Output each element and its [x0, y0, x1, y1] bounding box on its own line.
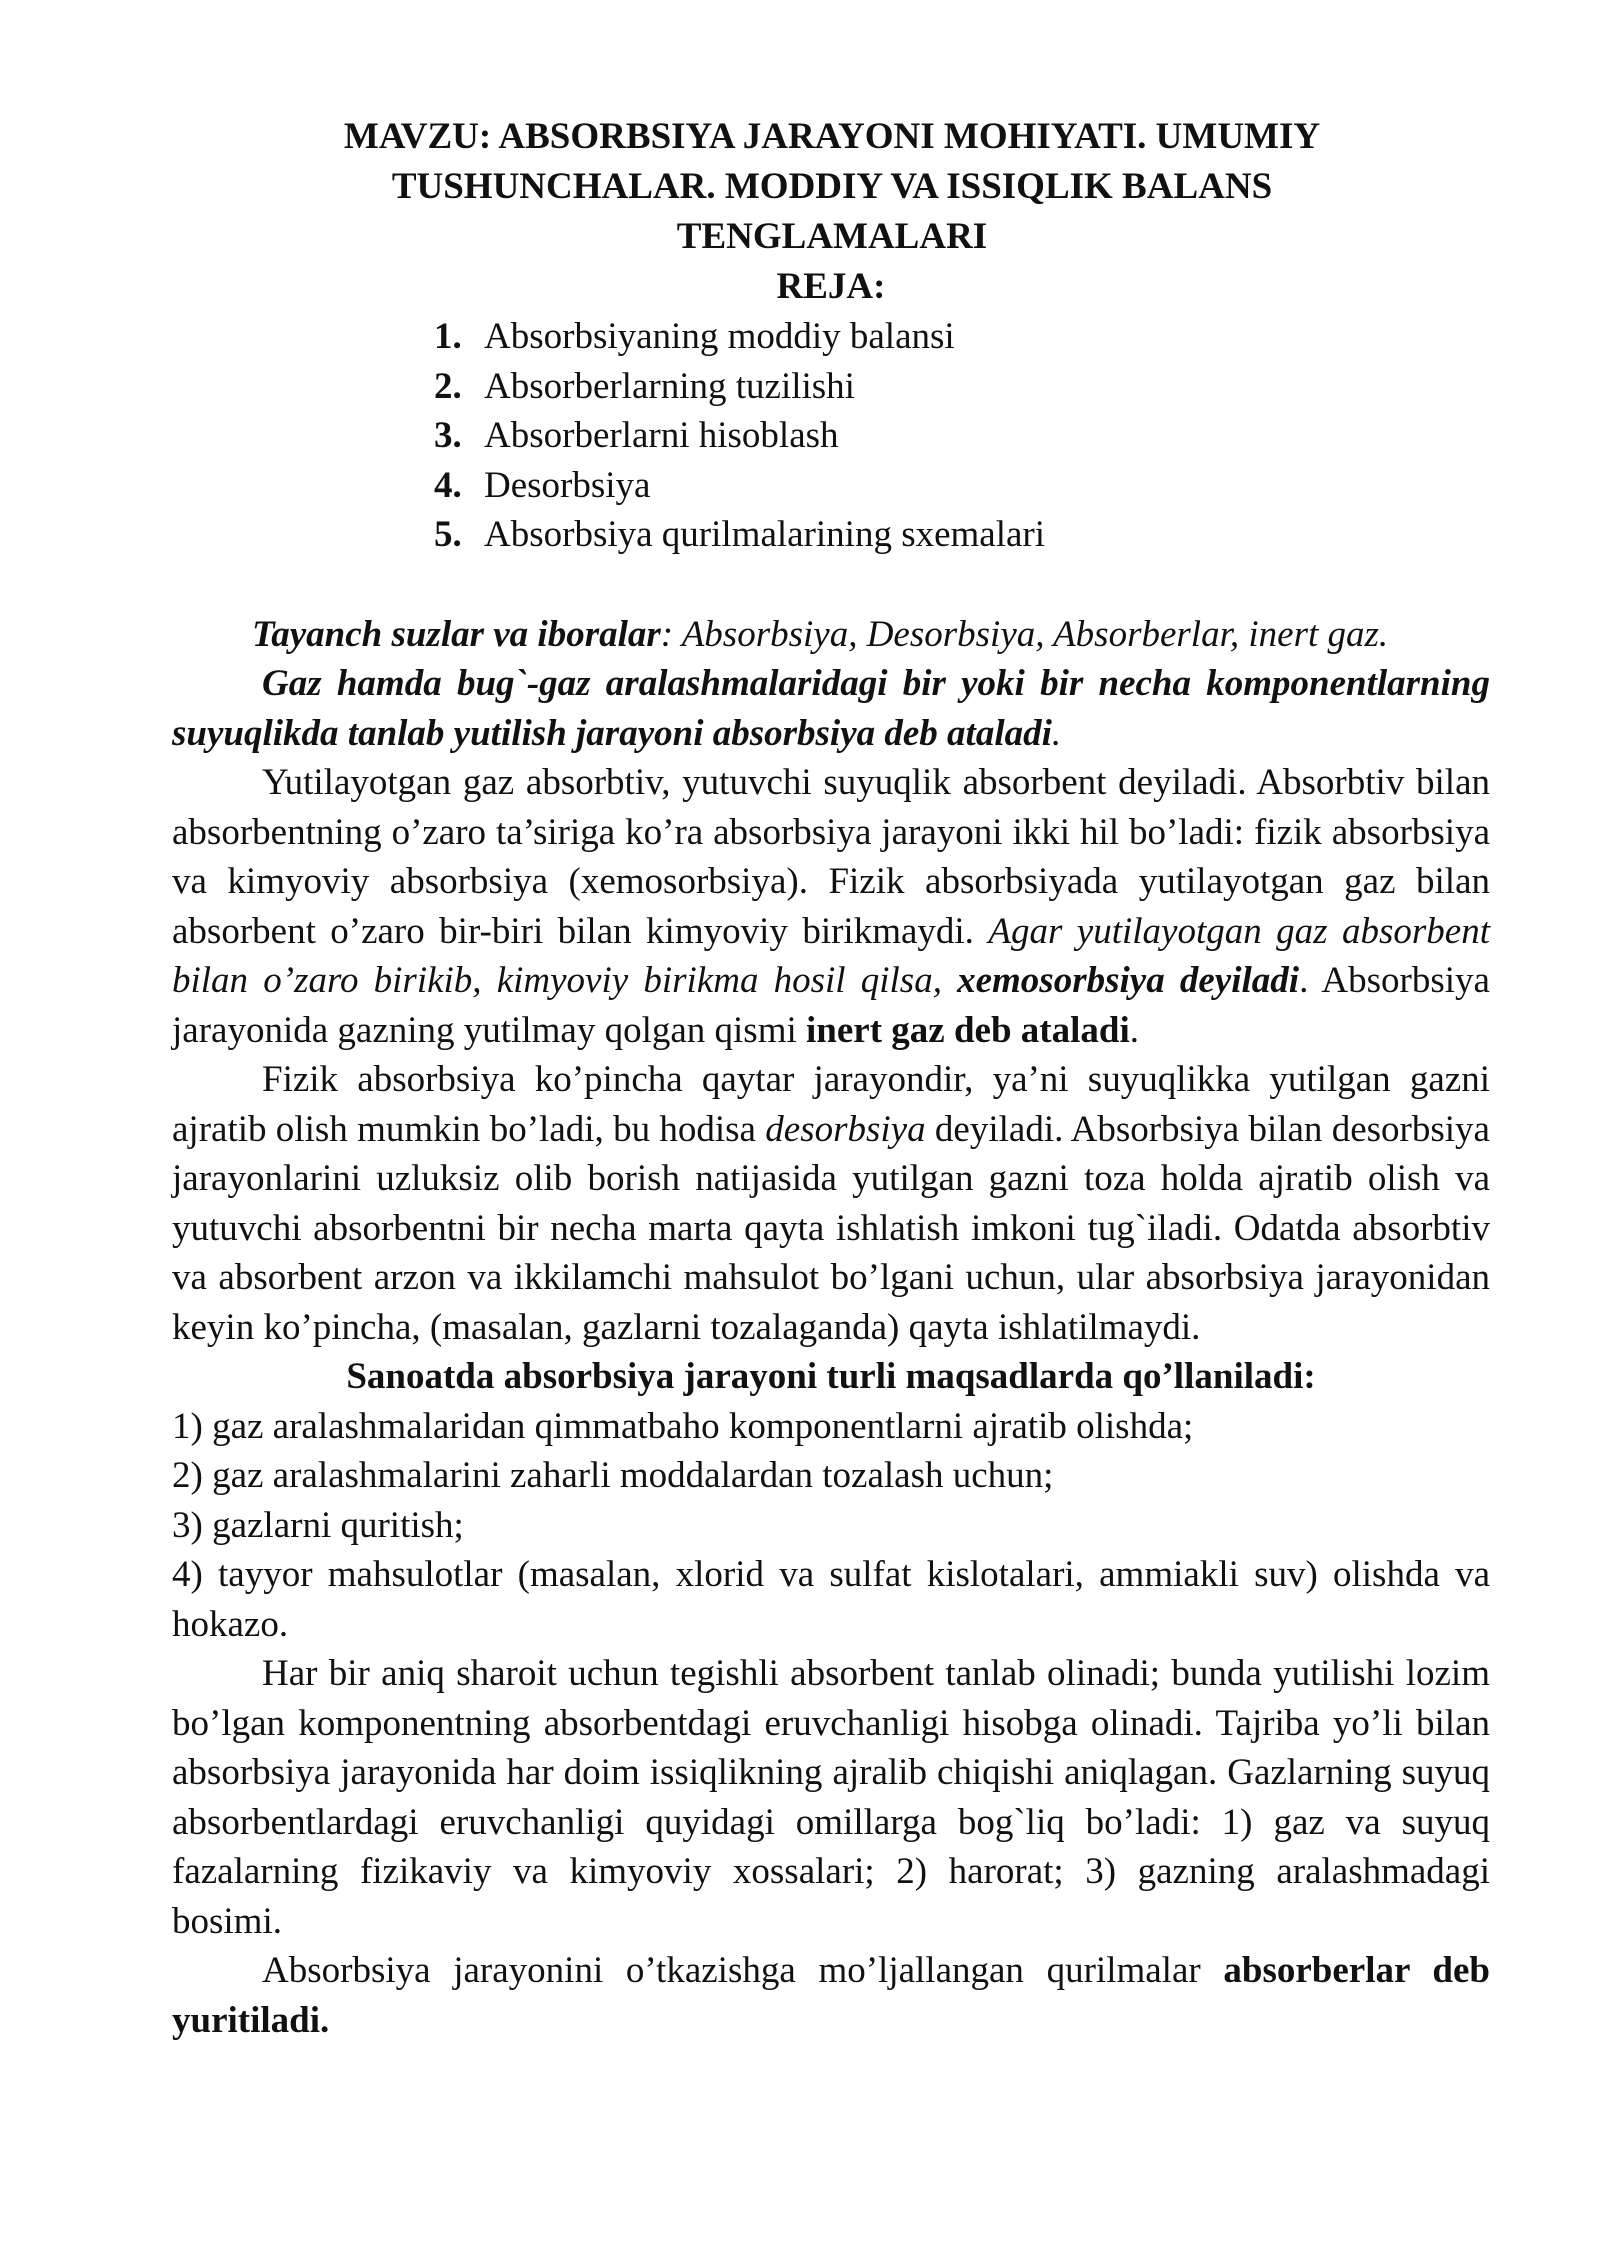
definition-text: Gaz hamda bug`-gaz aralashmalaridagi bir yoki bir necha komponentlarning suyuqlikda tanlab yutilish jarayoni absorbsiya deb ataladi: [172, 663, 1490, 754]
title-line-1: MAVZU: ABSORBSIYA JARAYONI MOHIYATI. UMUMIY: [343, 116, 1321, 157]
para1-text-1: Yutilayotgan gaz absorbtiv, yutuvchi suyuqlik absorbent deyiladi. Absorbtiv bilan absorbentning o’zaro ta’siriga ko’ra absorbsiya jarayoni ikki hil bo’ladi: fizik absorbsiya va kimyoviy absorbsiya (xemosorbsiya). Fizik absorbsiyada yutilayotgan gaz bilan absorbent o’zaro bir-biri bilan kimyoviy birikmaydi.: [172, 762, 1490, 952]
definition-paragraph: [172, 659, 1490, 758]
keywords-label: Tayanch suzlar va iboralar: [252, 613, 661, 655]
para4-bold: absorberlar deb yuritiladi.: [172, 1950, 1490, 2041]
plan-item-text: Absorberlarning tuzilishi: [484, 365, 855, 407]
para1-italic: Agar yutilayotgan gaz absorbent bilan o’zaro birikib, kimyoviy birikma hosil qilsa,: [172, 910, 1490, 1001]
para1-bold-italic: xemosorbsiya deyiladi: [957, 960, 1300, 1001]
plan-item-number: 3.: [434, 415, 462, 456]
paragraph-absorberlar: [172, 1946, 1490, 2045]
plan-list: [172, 312, 1490, 560]
para2-text-2: deyiladi. Absorbsiya bilan desorbsiya jarayonlarini uzluksiz olib borish natijasida yutilgan gazni toza holda ajratib olish va yutuvchi absorbentni bir necha marta qayta ishlatish imkoni tug`iladi. Odatda absorbtiv va absorbent arzon va ikkilamchi mahsulot bo’lgani uchun, ular absorbsiya jarayonidan keyin ko’pincha, (masalan, gazlarni tozalaganda) qayta ishlatilmaydi.: [172, 1108, 1490, 1348]
plan-item-text: Desorbsiya: [484, 464, 651, 506]
uses-item: 1) gaz aralashmalaridan qimmatbaho komponentlarni ajratib olishda;: [172, 1405, 1194, 1447]
title-line-2: TUSHUNCHALAR. MODDIY VA ISSIQLIK BALANS: [391, 166, 1273, 207]
plan-item: [434, 362, 1490, 412]
definition-end: .: [1051, 712, 1062, 754]
para1-text-3: .: [1129, 1009, 1139, 1051]
plan-item: [434, 312, 1490, 362]
document-title: [172, 112, 1490, 262]
plan-item-text: Absorbsiyaning moddiy balansi: [484, 316, 955, 357]
para1-bold: inert gaz deb ataladi: [806, 1009, 1130, 1051]
uses-item: 2) gaz aralashmalarini zaharli moddalardan tozalash uchun;: [172, 1455, 1054, 1496]
uses-item: 3) gazlarni quritish;: [172, 1504, 464, 1546]
plan-item-number: 2.: [434, 365, 462, 407]
para2-text-1: Fizik absorbsiya ko’pincha qaytar jarayondir, ya’ni suyuqlikka yutilgan gazni ajratib olish mumkin bo’ladi, bu hodisa: [172, 1059, 1490, 1150]
plan-item-number: 5.: [434, 514, 462, 555]
paragraph-desorbsiya: [172, 1055, 1490, 1352]
title-line-3: TENGLAMALARI: [676, 216, 988, 257]
para1-text-2: . Absorbsiya jarayonida gazning yutilmay qolgan qismi: [172, 960, 1490, 1051]
plan-item-number: 1.: [434, 316, 462, 357]
plan-item-text: Absorberlarni hisoblash: [484, 415, 839, 456]
uses-item: 4) tayyor mahsulotlar (masalan, xlorid va sulfat kislotalari, ammiakli suv) olishda va hokazo.: [172, 1554, 1490, 1645]
para2-italic: desorbsiya: [765, 1108, 926, 1150]
keywords-line: [172, 610, 1490, 660]
uses-heading: Sanoatda absorbsiya jarayoni turli maqsadlarda qo’llaniladi:: [346, 1356, 1316, 1397]
para4-text: Absorbsiya jarayonini o’tkazishga mo’ljallangan qurilmalar: [262, 1950, 1224, 1991]
keywords-text: : Absorbsiya, Desorbsiya, Absorberlar, inert gaz.: [660, 613, 1389, 655]
paragraph-absorbent-selection: Har bir aniq sharoit uchun tegishli absorbent tanlab olinadi; bunda yutilishi lozim bo’lgan komponentning absorbentdagi eruvchanligi hisobga olinadi. Tajriba yo’li bilan absorbsiya jarayonida har doim issiqlikning ajralib chiqishi aniqlagan. Gazlarning suyuq absorbentlardagi eruvchanligi quyidagi omillarga bog`liq bo’ladi: 1) gaz va suyuq fazalarning fizikaviy va kimyoviy xossalari; 2) harorat; 3) gazning aralashmadagi bosimi.: [172, 1653, 1490, 1942]
plan-item: [434, 461, 1490, 511]
plan-item-text: Absorbsiya qurilmalarining sxemalari: [484, 514, 1046, 555]
plan-item: [434, 510, 1490, 560]
paragraph-absorbtiv: [172, 758, 1490, 1055]
plan-item-number: 4.: [434, 464, 462, 506]
plan-item: [434, 411, 1490, 461]
plan-heading: REJA:: [776, 266, 886, 307]
